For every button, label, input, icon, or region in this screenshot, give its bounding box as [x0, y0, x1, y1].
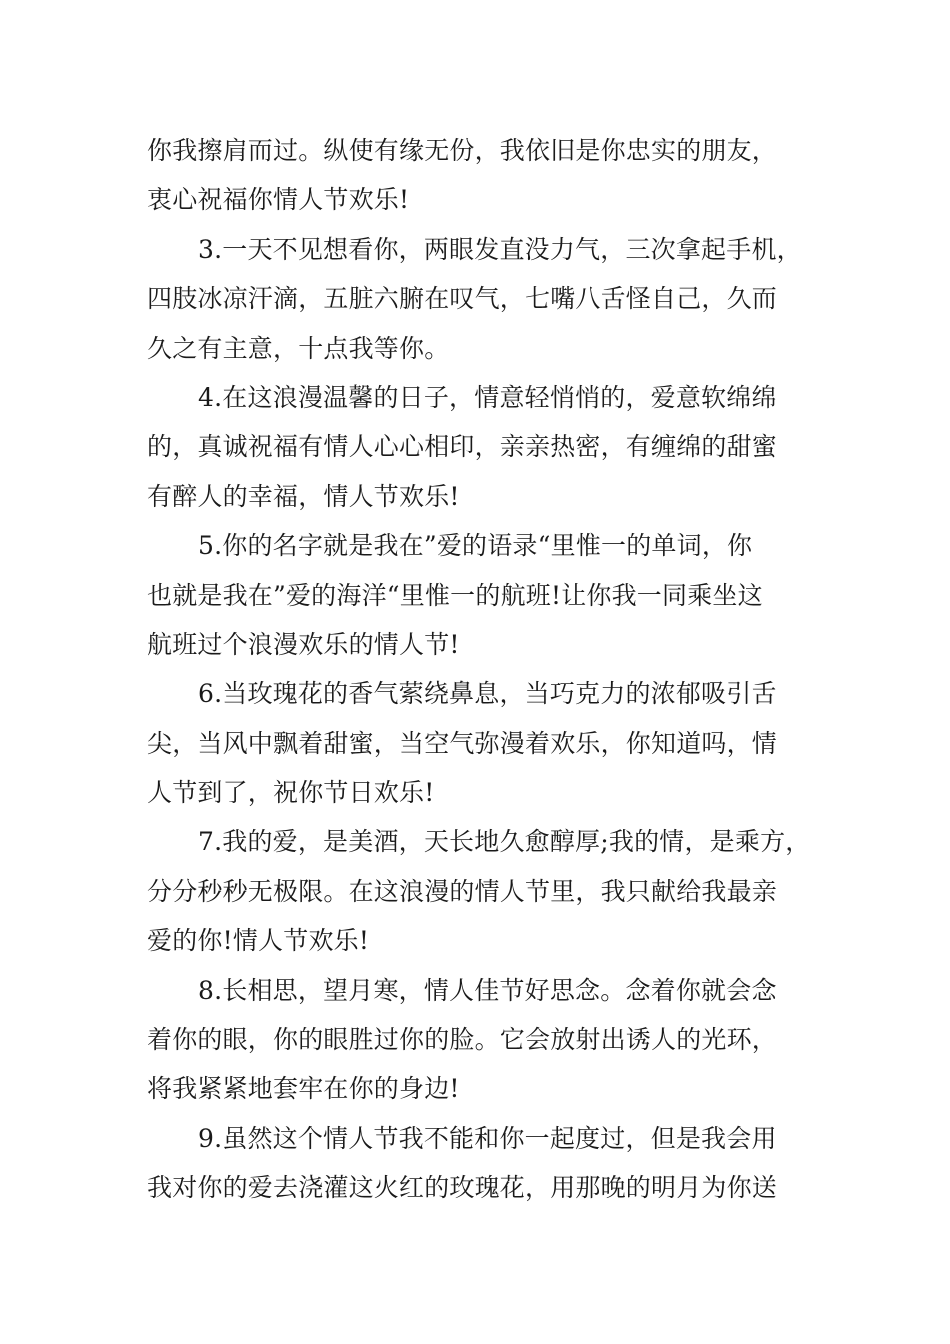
text-line: 爱的你!情人节欢乐! [147, 926, 370, 956]
text-line: 4.在这浪漫温馨的日子，情意轻悄悄的，爱意软绵绵 [198, 382, 777, 412]
text-line: 3.一天不见想看你，两眼发直没力气，三次拿起手机， [198, 234, 802, 264]
text-line: 6.当玫瑰花的香气萦绕鼻息，当巧克力的浓郁吸引舌 [198, 679, 777, 709]
document-body [147, 126, 827, 1213]
text-line: 衷心祝福你情人节欢乐! [147, 185, 410, 215]
text-line: 久之有主意，十点我等你。 [147, 333, 450, 363]
text-line: 分分秒秒无极限。在这浪漫的情人节里，我只献给我最亲 [147, 876, 778, 906]
text-line: 人节到了，祝你节日欢乐! [147, 778, 435, 808]
text-line: 我对你的爱去浇灌这火红的玫瑰花，用那晚的明月为你送 [147, 1173, 778, 1203]
text-line: 7.我的爱，是美酒，天长地久愈醇厚;我的情，是乘方， [198, 827, 811, 857]
text-line: 航班过个浪漫欢乐的情人节! [147, 629, 460, 659]
text-line: 四肢冰凉汗滴，五脏六腑在叹气，七嘴八舌怪自己，久而 [147, 284, 778, 314]
text-line: 有醉人的幸福，情人节欢乐! [147, 481, 460, 511]
text-line: 8.长相思，望月寒，情人佳节好思念。念着你就会念 [198, 975, 777, 1005]
text-line: 9.虽然这个情人节我不能和你一起度过，但是我会用 [198, 1123, 777, 1153]
text-line: 5.你的名字就是我在”爱的语录“里惟一的单词，你 [198, 531, 753, 561]
text-line: 着你的眼，你的眼胜过你的脸。它会放射出诱人的光环， [147, 1025, 778, 1055]
text-line: 的，真诚祝福有情人心心相印，亲亲热密，有缠绵的甜蜜 [147, 432, 778, 462]
text-line: 也就是我在”爱的海洋“里惟一的航班!让你我一同乘坐这 [147, 580, 763, 610]
text-line: 你我擦肩而过。纵使有缘无份，我依旧是你忠实的朋友， [147, 136, 778, 165]
text-line: 将我紧紧地套牢在你的身边! [147, 1074, 460, 1104]
text-line: 尖，当风中飘着甜蜜，当空气弥漫着欢乐，你知道吗，情 [147, 728, 778, 758]
